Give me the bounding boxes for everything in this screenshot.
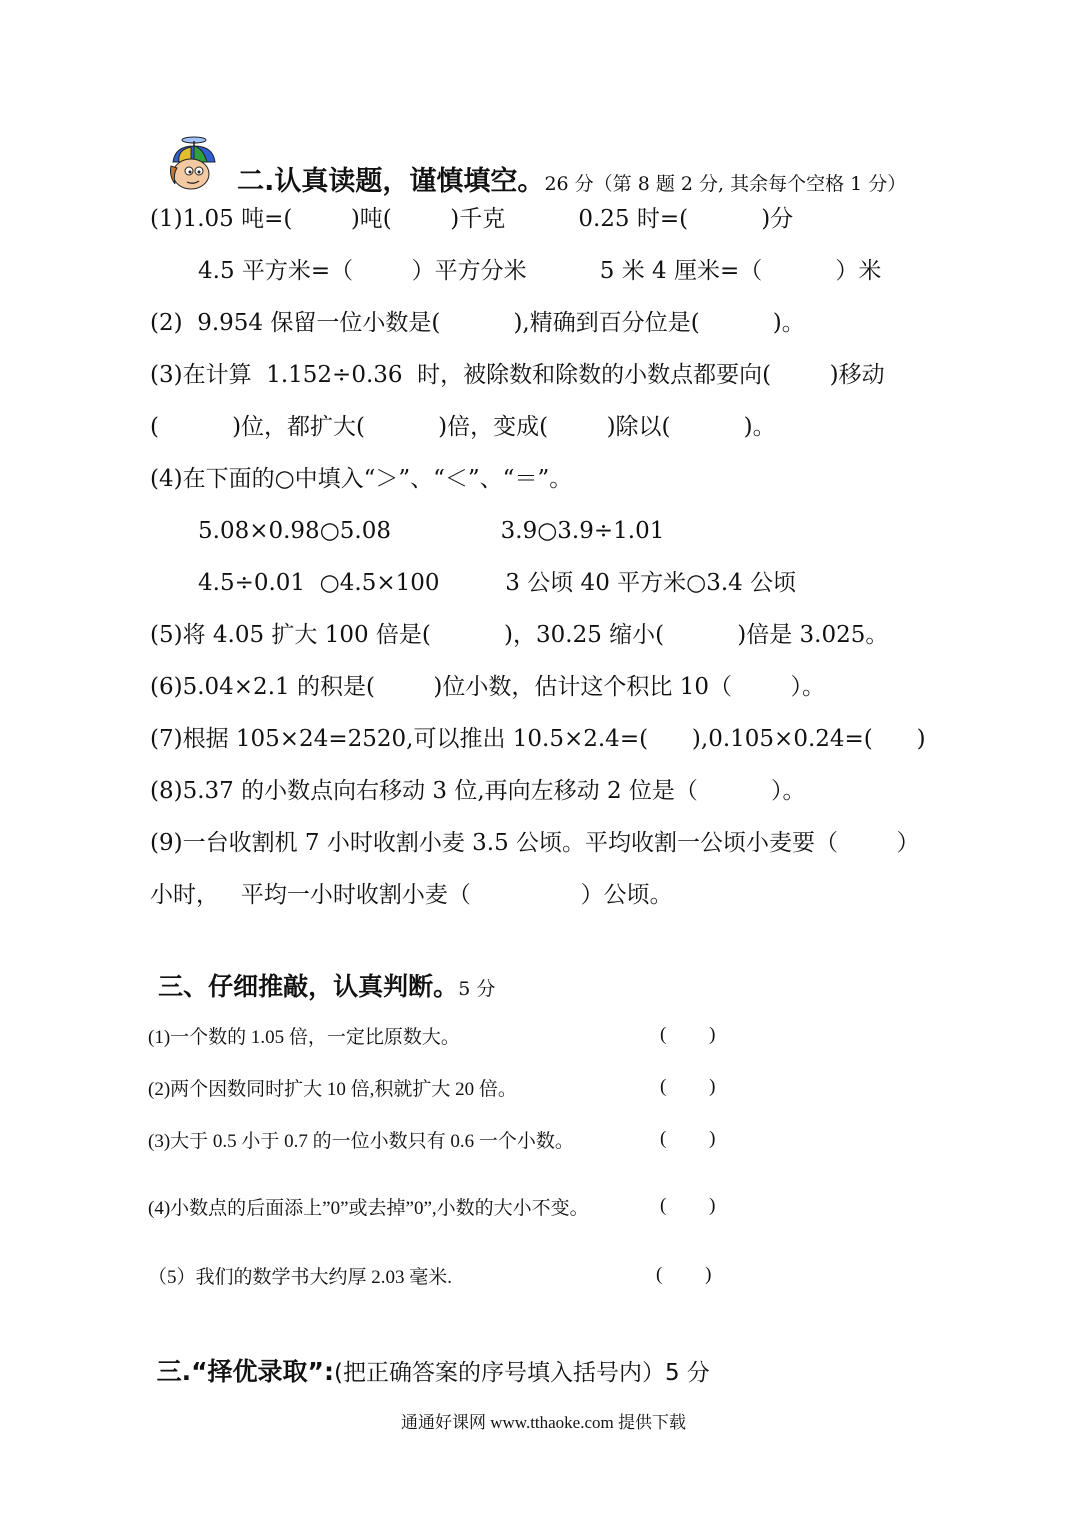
section3-title: 三、仔细推敲，认真判断。	[158, 972, 459, 1001]
answer-parens[interactable]: ( )	[656, 1264, 712, 1285]
question-line: (2) 9.954 保留一位小数是( ),精确到百分位是( )。	[150, 310, 805, 336]
judgment-item: (3)大于 0.5 小于 0.7 的一位小数只有 0.6 一个小数。	[148, 1131, 574, 1152]
judgment-item: (4)小数点的后面添上”0”或去掉”0”,小数的大小不变。	[148, 1198, 589, 1219]
judgment-item: （5）我们的数学书大约厚 2.03 毫米.	[148, 1267, 453, 1288]
section2-title: 二.认真读题，谨慎填空。	[237, 166, 545, 197]
question-line: (8)5.37 的小数点向右移动 3 位,再向左移动 2 位是（ ）。	[150, 778, 806, 804]
section3-heading	[148, 948, 495, 1003]
question-line: 4.5÷0.01 ○4.5×100 3 公顷 40 平方米○3.4 公顷	[198, 570, 797, 596]
question-line: (1)1.05 吨=( )吨( )千克 0.25 时=( )分	[150, 206, 794, 232]
section3-score: 5 分	[458, 978, 496, 1000]
answer-parens[interactable]: ( )	[660, 1128, 716, 1149]
section4-heading	[142, 1326, 710, 1388]
question-line: (3)在计算 1.152÷0.36 时，被除数和除数的小数点都要向( )移动	[150, 362, 885, 388]
question-line: 5.08×0.98○5.08 3.9○3.9÷1.01	[198, 518, 665, 544]
section4-title: 三.“择优录取”:	[156, 1357, 334, 1386]
question-line: 4.5 平方米=（ ）平方分米 5 米 4 厘米=（ ）米	[198, 258, 882, 284]
judgment-item: (2)两个因数同时扩大 10 倍,积就扩大 20 倍。	[148, 1079, 517, 1100]
question-line: (9)一台收割机 7 小时收割小麦 3.5 公顷。平均收割一公顷小麦要（ ）	[150, 830, 920, 856]
section2-score: 26 分（第 8 题 2 分, 其余每个空格 1 分）	[544, 173, 907, 195]
question-line: (6)5.04×2.1 的积是( )位小数，估计这个积比 10（ ）。	[150, 674, 825, 700]
question-line: (4)在下面的○中填入“＞”、“＜”、“＝”。	[150, 466, 573, 492]
page-footer: 通通好课网 www.tthaoke.com 提供下载	[400, 1413, 687, 1432]
section2-heading	[165, 140, 906, 198]
section4-instruction: (把正确答案的序号填入括号内）5 分	[333, 1360, 710, 1386]
answer-parens[interactable]: ( )	[660, 1024, 716, 1045]
question-line: (5)将 4.05 扩大 100 倍是( )，30.25 缩小( )倍是 3.025。	[150, 622, 889, 648]
answer-parens[interactable]: ( )	[660, 1076, 716, 1097]
question-line: (7)根据 105×24=2520,可以推出 10.5×2.4=( ),0.105×0.24=( )	[150, 726, 926, 752]
judgment-item: (1)一个数的 1.05 倍，一定比原数大。	[148, 1027, 460, 1048]
answer-parens[interactable]: ( )	[660, 1195, 716, 1216]
question-line: ( )位，都扩大( )倍，变成( )除以( )。	[150, 414, 776, 440]
question-line: 小时， 平均一小时收割小麦（ ）公顷。	[150, 882, 673, 908]
